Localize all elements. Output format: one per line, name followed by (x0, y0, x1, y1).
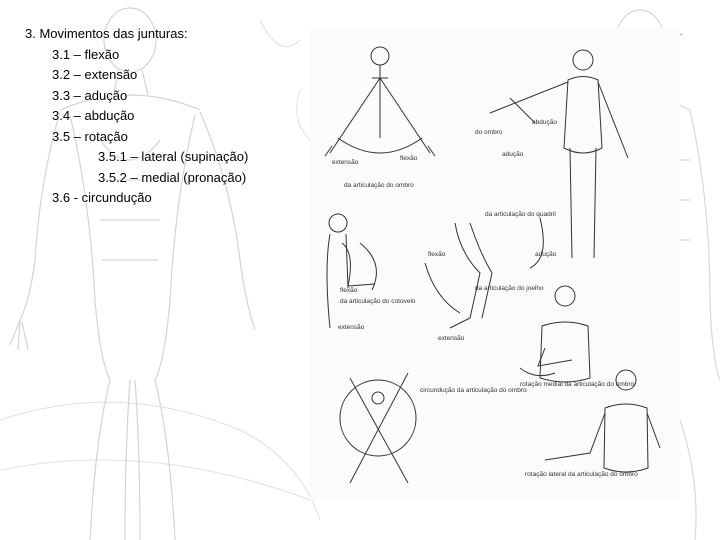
label-flexao-joelho: flexão (428, 251, 446, 258)
label-aducao-quadril: adução (535, 251, 557, 258)
label-abducao: abdução (532, 119, 557, 126)
shoulder-rotation-medial-figure (520, 286, 590, 382)
shoulder-circumduction-figure (340, 373, 416, 483)
label-articulacao-cotovelo: da articulação do cotovelo (340, 298, 416, 305)
outline-item-extensao: 3.2 – extensão (52, 67, 138, 82)
outline-list (25, 24, 248, 209)
label-articulacao-ombro: da articulação do ombro (344, 182, 414, 189)
label-extensao-ombro: extensão (332, 159, 359, 166)
elbow-flexion-figure (327, 214, 376, 328)
outline-item-rotacao-medial: 3.5.2 – medial (pronação) (98, 169, 247, 185)
outline-item-rotacao: 3.5 – rotação (52, 128, 128, 144)
shoulder-abduction-figure (490, 50, 628, 268)
label-aducao: adução (502, 151, 524, 158)
label-articulacao-joelho: da articulação do joelho (475, 285, 544, 292)
knee-flexion-figure (425, 223, 492, 328)
corner-mark: - (680, 30, 683, 39)
label-flexao-cotovelo: flexão (340, 287, 358, 294)
joint-movements-illustration (310, 28, 680, 500)
outline-item-abducao: 3.4 – abdução (52, 108, 135, 123)
shoulder-flexion-figure (325, 47, 435, 156)
label-do-ombro: do ombro (475, 129, 503, 136)
label-rotacao-lateral: rotação lateral da articulação do ombro (525, 471, 638, 478)
label-extensao-joelho: extensão (438, 335, 465, 342)
label-rotacao-medial: rotação medial da articulação do ombro (520, 381, 635, 388)
outline-heading: 3. Movimentos das junturas: (25, 26, 188, 41)
label-extensao-cotovelo: extensão (338, 324, 365, 331)
outline-item-aducao: 3.3 – adução (52, 87, 128, 103)
label-flexao-ombro: flexão (400, 155, 418, 162)
outline-item-rotacao-lateral: 3.5.1 – lateral (supinação) (98, 149, 249, 164)
outline-item-flexao: 3.1 – flexão (52, 46, 120, 62)
label-circunducao: circundução da articulação do ombro (420, 387, 527, 394)
label-articulacao-quadril: da articulação do quadril (485, 211, 556, 218)
outline-item-circunducao: 3.6 - circundução (52, 190, 152, 205)
